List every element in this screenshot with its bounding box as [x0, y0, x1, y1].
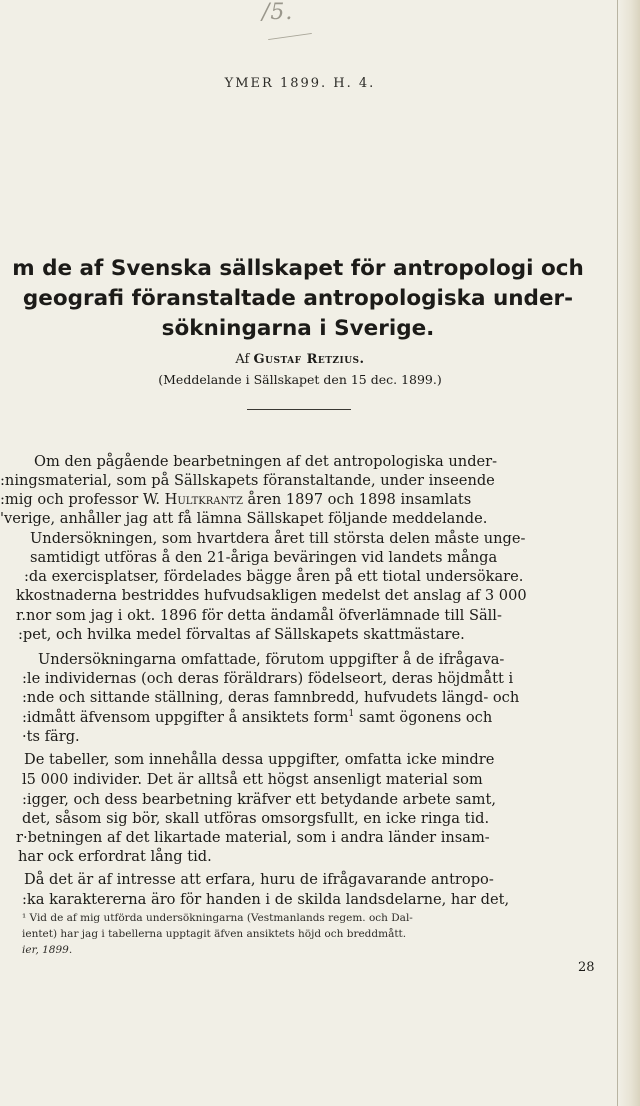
body-line: :pet, och hvilka medel förvaltas af Sällskapets skattmästare.	[18, 626, 465, 643]
footnote-line: ientet) har jag i tabellerna upptagit äfven ansiktets höjd och breddmått.	[22, 928, 407, 940]
page-edge-line	[617, 0, 618, 1106]
body-line-part: åren 1897 och 1898 insamlats	[242, 491, 472, 508]
body-line-part: :mig och professor W.	[0, 491, 165, 508]
body-line: Undersökningarna omfattade, förutom uppgifter å de ifrågava-	[38, 651, 505, 668]
body-line-part: samt ögonens och	[354, 709, 493, 726]
footnote-line: ¹ Vid de af mig utförda undersökningarna (Vestmanlands regem. och Dal-	[22, 912, 413, 924]
byline-prefix: Af	[235, 352, 250, 367]
byline	[0, 352, 600, 367]
body-line: r·betningen af det likartade material, som i andra länder insam-	[16, 829, 490, 846]
body-line: 'verige, anhåller jag att få lämna Sällskapet följande meddelande.	[0, 510, 488, 527]
stamp-underline	[268, 33, 312, 40]
author-name: Gustaf Retzius.	[253, 352, 365, 367]
body-line: :ka karaktererna äro för handen i de skilda landsdelarne, har det,	[22, 891, 510, 908]
article-title	[0, 254, 596, 344]
body-line: Då det är af intresse att erfara, huru de ifrågavarande antropo-	[24, 871, 494, 888]
body-line: Om den pågående bearbetningen af det antropologiska under-	[34, 453, 498, 470]
title-line: geografi föranstaltade antropologiska under-	[22, 286, 574, 311]
body-line: :da exercisplatser, fördelades bägge åren på ett tiotal undersökare.	[24, 568, 524, 585]
body-line: har ock erfordrat lång tid.	[18, 848, 212, 865]
body-line	[22, 708, 492, 728]
body-line: r.nor som jag i okt. 1896 för detta ändamål öfverlämnade till Säll-	[16, 607, 502, 624]
footnote-ref: 1	[348, 709, 355, 720]
name-small-caps: Hultkrantz	[164, 491, 243, 508]
body-line	[0, 490, 471, 510]
section-rule	[247, 409, 351, 410]
body-line: l5 000 individer. Det är alltså ett högst ansenligt material som	[22, 771, 483, 788]
title-line: m de af Svenska sällskapet för antropologi och	[12, 256, 584, 281]
body-line: De tabeller, som innehålla dessa uppgifter, omfatta icke mindre	[24, 751, 495, 768]
body-line: :le individernas (och deras föräldrars) födelseort, deras höjdmått i	[22, 670, 514, 687]
footnote-line: ier, 1899.	[22, 944, 73, 956]
body-line: Undersökningen, som hvartdera året till största delen måste unge-	[30, 530, 526, 547]
body-line: det, såsom sig bör, skall utföras omsorgsfullt, en icke ringa tid.	[22, 810, 490, 827]
page-edge-shadow	[618, 0, 640, 1106]
running-head: YMER 1899. H. 4.	[224, 76, 376, 91]
body-line: :nde och sittande ställning, deras famnbredd, hufvudets längd- och	[22, 689, 520, 706]
body-line: ·ts färg.	[22, 728, 80, 745]
body-line: samtidigt utföras å den 21-åriga beväringen vid landets många	[30, 549, 498, 566]
handwritten-stamp: /5.	[262, 0, 294, 25]
title-line: sökningarna i Sverige.	[161, 316, 435, 341]
page-number: 28	[578, 960, 595, 975]
body-line: :igger, och dess bearbetning kräfver ett betydande arbete samt,	[22, 791, 496, 808]
body-line-part: :idmått äfvensom uppgifter å ansiktets form	[22, 709, 349, 726]
meeting-note: (Meddelande i Sällskapet den 15 dec. 1899.)	[158, 372, 442, 387]
body-line: kkostnaderna bestriddes hufvudsakligen medelst det anslag af 3 000	[16, 587, 527, 604]
body-line: :ningsmaterial, som på Sällskapets föranstaltande, under inseende	[0, 472, 495, 489]
